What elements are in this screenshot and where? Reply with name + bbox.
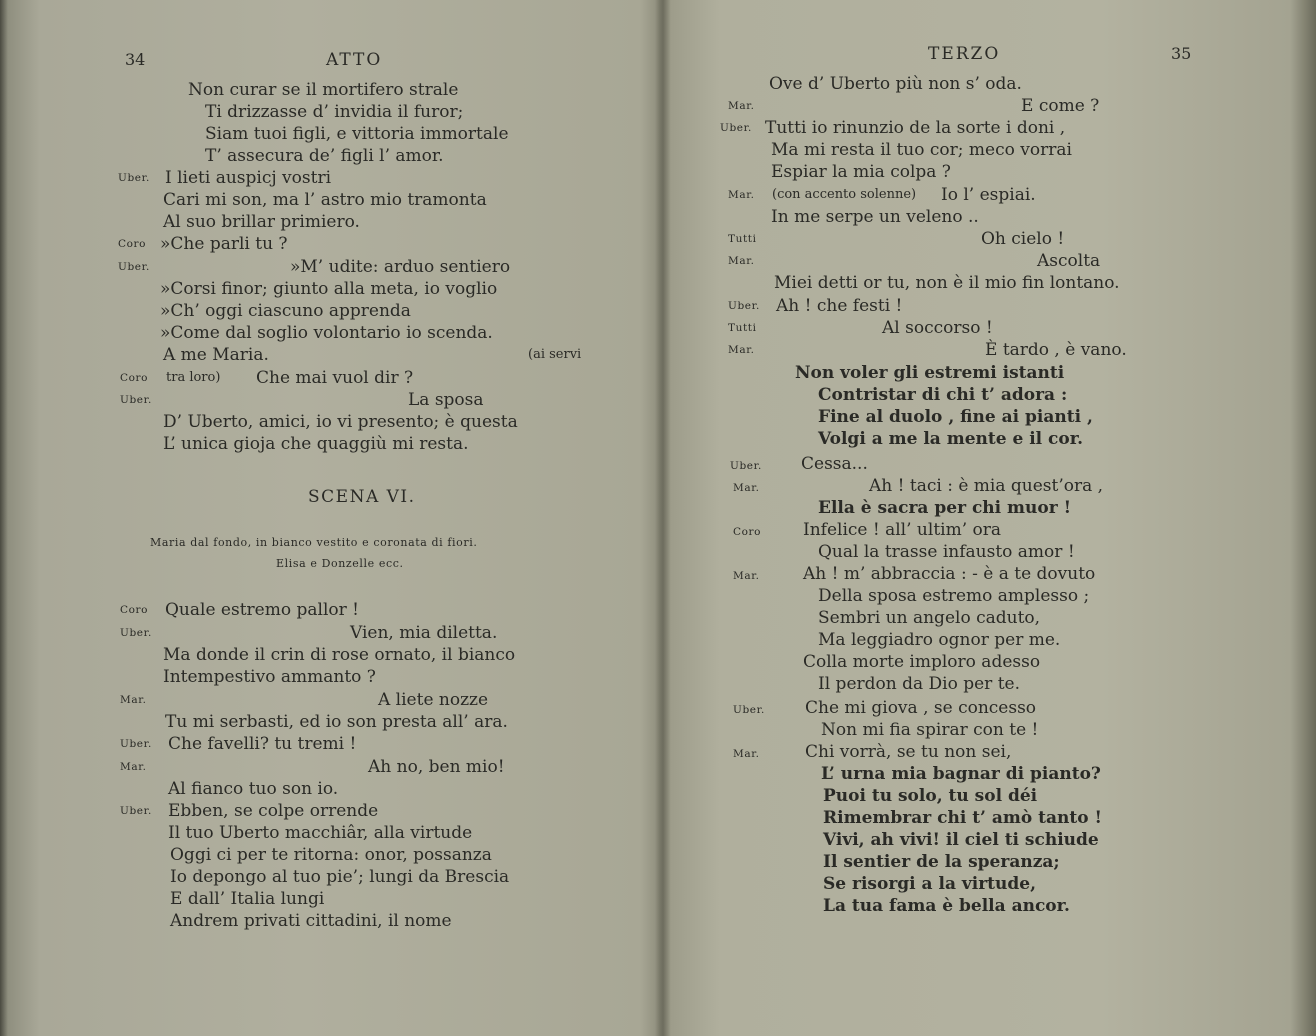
page-number: 34 xyxy=(125,50,146,69)
verse-line: L’ unica gioja che quaggiù mi resta. xyxy=(163,434,469,454)
verse-line: Colla morte imploro adesso xyxy=(803,652,1041,672)
verse-line: »Corsi finor; giunto alla meta, io voglio xyxy=(160,279,498,299)
verse-line: Il sentier de la speranza; xyxy=(823,852,1060,872)
verse-line: Vien, mia diletta. xyxy=(350,623,498,643)
speaker-label: Mar. xyxy=(733,482,760,494)
left-page xyxy=(0,0,655,1036)
speaker-label: Uber. xyxy=(730,460,762,472)
verse-line: Qual la trasse infausto amor ! xyxy=(818,542,1075,562)
verse-line: A liete nozze xyxy=(378,690,489,710)
verse-line: In me serpe un veleno .. xyxy=(771,207,979,227)
verse-line: Al soccorso ! xyxy=(882,318,993,338)
verse-line: Oh cielo ! xyxy=(981,229,1065,249)
speaker-label: Coro xyxy=(118,238,147,250)
verse-line: Io depongo al tuo pie’; lungi da Brescia xyxy=(170,867,510,887)
verse-line: Ma mi resta il tuo cor; meco vorrai xyxy=(771,140,1072,160)
verse-line: Ascolta xyxy=(1037,251,1101,271)
verse-line: Il perdon da Dio per te. xyxy=(818,674,1020,694)
verse-line: Tutti io rinunzio de la sorte i doni , xyxy=(765,118,1066,138)
verse-line: »Che parli tu ? xyxy=(160,234,288,254)
verse-line: T’ assecura de’ figli l’ amor. xyxy=(205,146,444,166)
scene-title: SCENA VI. xyxy=(308,487,416,507)
speaker-label: Uber. xyxy=(118,261,150,273)
verse-line: Non voler gli estremi istanti xyxy=(795,363,1065,383)
verse-line: Non mi fia spirar con te ! xyxy=(821,720,1039,740)
verse-line: Infelice ! all’ ultim’ ora xyxy=(803,520,1002,540)
verse-line: Andrem privati cittadini, il nome xyxy=(170,911,452,931)
verse-line: Chi vorrà, se tu non sei, xyxy=(805,742,1012,762)
speaker-label: Uber. xyxy=(733,704,765,716)
verse-line: Fine al duolo , fine ai pianti , xyxy=(818,407,1093,427)
verse-line: Siam tuoi figli, e vittoria immortale xyxy=(205,124,509,144)
verse-line: E come ? xyxy=(1021,96,1100,116)
verse-line: Intempestivo ammanto ? xyxy=(163,667,376,687)
verse-line: Che favelli? tu tremi ! xyxy=(168,734,357,754)
verse-line: Ti drizzasse d’ invidia il furor; xyxy=(205,102,464,122)
running-head: TERZO xyxy=(928,44,1001,64)
stage-direction: (con accento solenne) xyxy=(772,187,917,202)
speaker-label: Coro xyxy=(733,526,762,538)
verse-line: Ella è sacra per chi muor ! xyxy=(818,498,1072,518)
speaker-label: Uber. xyxy=(720,122,752,134)
verse-line: »Come dal soglio volontario io scenda. xyxy=(160,323,493,343)
speaker-label: Uber. xyxy=(120,627,152,639)
verse-line: La tua fama è bella ancor. xyxy=(823,896,1070,916)
verse-line: Oggi ci per te ritorna: onor, possanza xyxy=(170,845,492,865)
speaker-label: Uber. xyxy=(728,300,760,312)
verse-line: Ma donde il crin di rose ornato, il bianco xyxy=(163,645,516,665)
verse-line: A me Maria. xyxy=(163,345,269,365)
verse-line: Della sposa estremo amplesso ; xyxy=(818,586,1090,606)
verse-line: »Ch’ oggi ciascuno apprenda xyxy=(160,301,411,321)
verse-line: Al fianco tuo son io. xyxy=(168,779,339,799)
speaker-label: Uber. xyxy=(118,172,150,184)
verse-line: Al suo brillar primiero. xyxy=(163,212,360,232)
speaker-label: Tutti xyxy=(728,233,757,245)
speaker-label: Coro xyxy=(120,372,149,384)
verse-line: I lieti auspicj vostri xyxy=(165,168,332,188)
verse-line: D’ Uberto, amici, io vi presento; è questa xyxy=(163,412,518,432)
verse-line: È tardo , è vano. xyxy=(985,340,1127,360)
book-gutter xyxy=(655,0,671,1036)
page-number: 35 xyxy=(1171,44,1192,63)
verse-line: Contristar di chi t’ adora : xyxy=(818,385,1068,405)
verse-line: Cessa... xyxy=(801,454,868,474)
verse-line: Che mai vuol dir ? xyxy=(256,368,414,388)
verse-line: Ah ! che festi ! xyxy=(776,296,903,316)
verse-line: Sembri un angelo caduto, xyxy=(818,608,1041,628)
speaker-label: Mar. xyxy=(733,570,760,582)
speaker-label: Mar. xyxy=(120,694,147,706)
verse-line: Miei detti or tu, non è il mio fin lontano. xyxy=(774,273,1120,293)
verse-line: Volgi a me la mente e il cor. xyxy=(818,429,1084,449)
verse-line: Espiar la mia colpa ? xyxy=(771,162,951,182)
scene-description: Elisa e Donzelle ecc. xyxy=(276,557,404,570)
verse-line: Rimembrar chi t’ amò tanto ! xyxy=(823,808,1102,828)
verse-line: Ma leggiadro ognor per me. xyxy=(818,630,1061,650)
stage-direction: (ai servi xyxy=(528,347,582,362)
speaker-label: Uber. xyxy=(120,805,152,817)
speaker-label: Tutti xyxy=(728,322,757,334)
stage-direction: tra loro) xyxy=(166,370,221,385)
verse-line: Non curar se il mortifero strale xyxy=(188,80,459,100)
verse-line: »M’ udite: arduo sentiero xyxy=(290,257,511,277)
scene-description: Maria dal fondo, in bianco vestito e coronata di fiori. xyxy=(150,536,478,549)
speaker-label: Mar. xyxy=(728,255,755,267)
verse-line: La sposa xyxy=(408,390,484,410)
verse-line: Che mi giova , se concesso xyxy=(805,698,1037,718)
verse-line: L’ urna mia bagnar di pianto? xyxy=(821,764,1101,784)
running-head: ATTO xyxy=(326,50,383,70)
verse-line: Se risorgi a la virtude, xyxy=(823,874,1037,894)
verse-line: Vivi, ah vivi! il ciel ti schiude xyxy=(823,830,1099,850)
speaker-label: Coro xyxy=(120,604,149,616)
verse-line: Ebben, se colpe orrende xyxy=(168,801,379,821)
speaker-label: Uber. xyxy=(120,738,152,750)
verse-line: Ove d’ Uberto più non s’ oda. xyxy=(769,74,1022,94)
verse-line: Ah ! taci : è mia quest’ora , xyxy=(869,476,1104,496)
right-page xyxy=(671,0,1316,1036)
speaker-label: Mar. xyxy=(728,100,755,112)
verse-line: Quale estremo pallor ! xyxy=(165,600,359,620)
speaker-label: Mar. xyxy=(728,344,755,356)
speaker-label: Uber. xyxy=(120,394,152,406)
verse-line: E dall’ Italia lungi xyxy=(170,889,325,909)
verse-line: Il tuo Uberto macchiâr, alla virtude xyxy=(168,823,473,843)
verse-line: Ah ! m’ abbraccia : - è a te dovuto xyxy=(803,564,1096,584)
verse-line: Tu mi serbasti, ed io son presta all’ ara. xyxy=(165,712,508,732)
verse-line: Puoi tu solo, tu sol déi xyxy=(823,786,1038,806)
speaker-label: Mar. xyxy=(733,748,760,760)
speaker-label: Mar. xyxy=(728,189,755,201)
verse-line: Ah no, ben mio! xyxy=(368,757,505,777)
speaker-label: Mar. xyxy=(120,761,147,773)
verse-line: Cari mi son, ma l’ astro mio tramonta xyxy=(163,190,487,210)
verse-line: Io l’ espiai. xyxy=(941,185,1036,205)
